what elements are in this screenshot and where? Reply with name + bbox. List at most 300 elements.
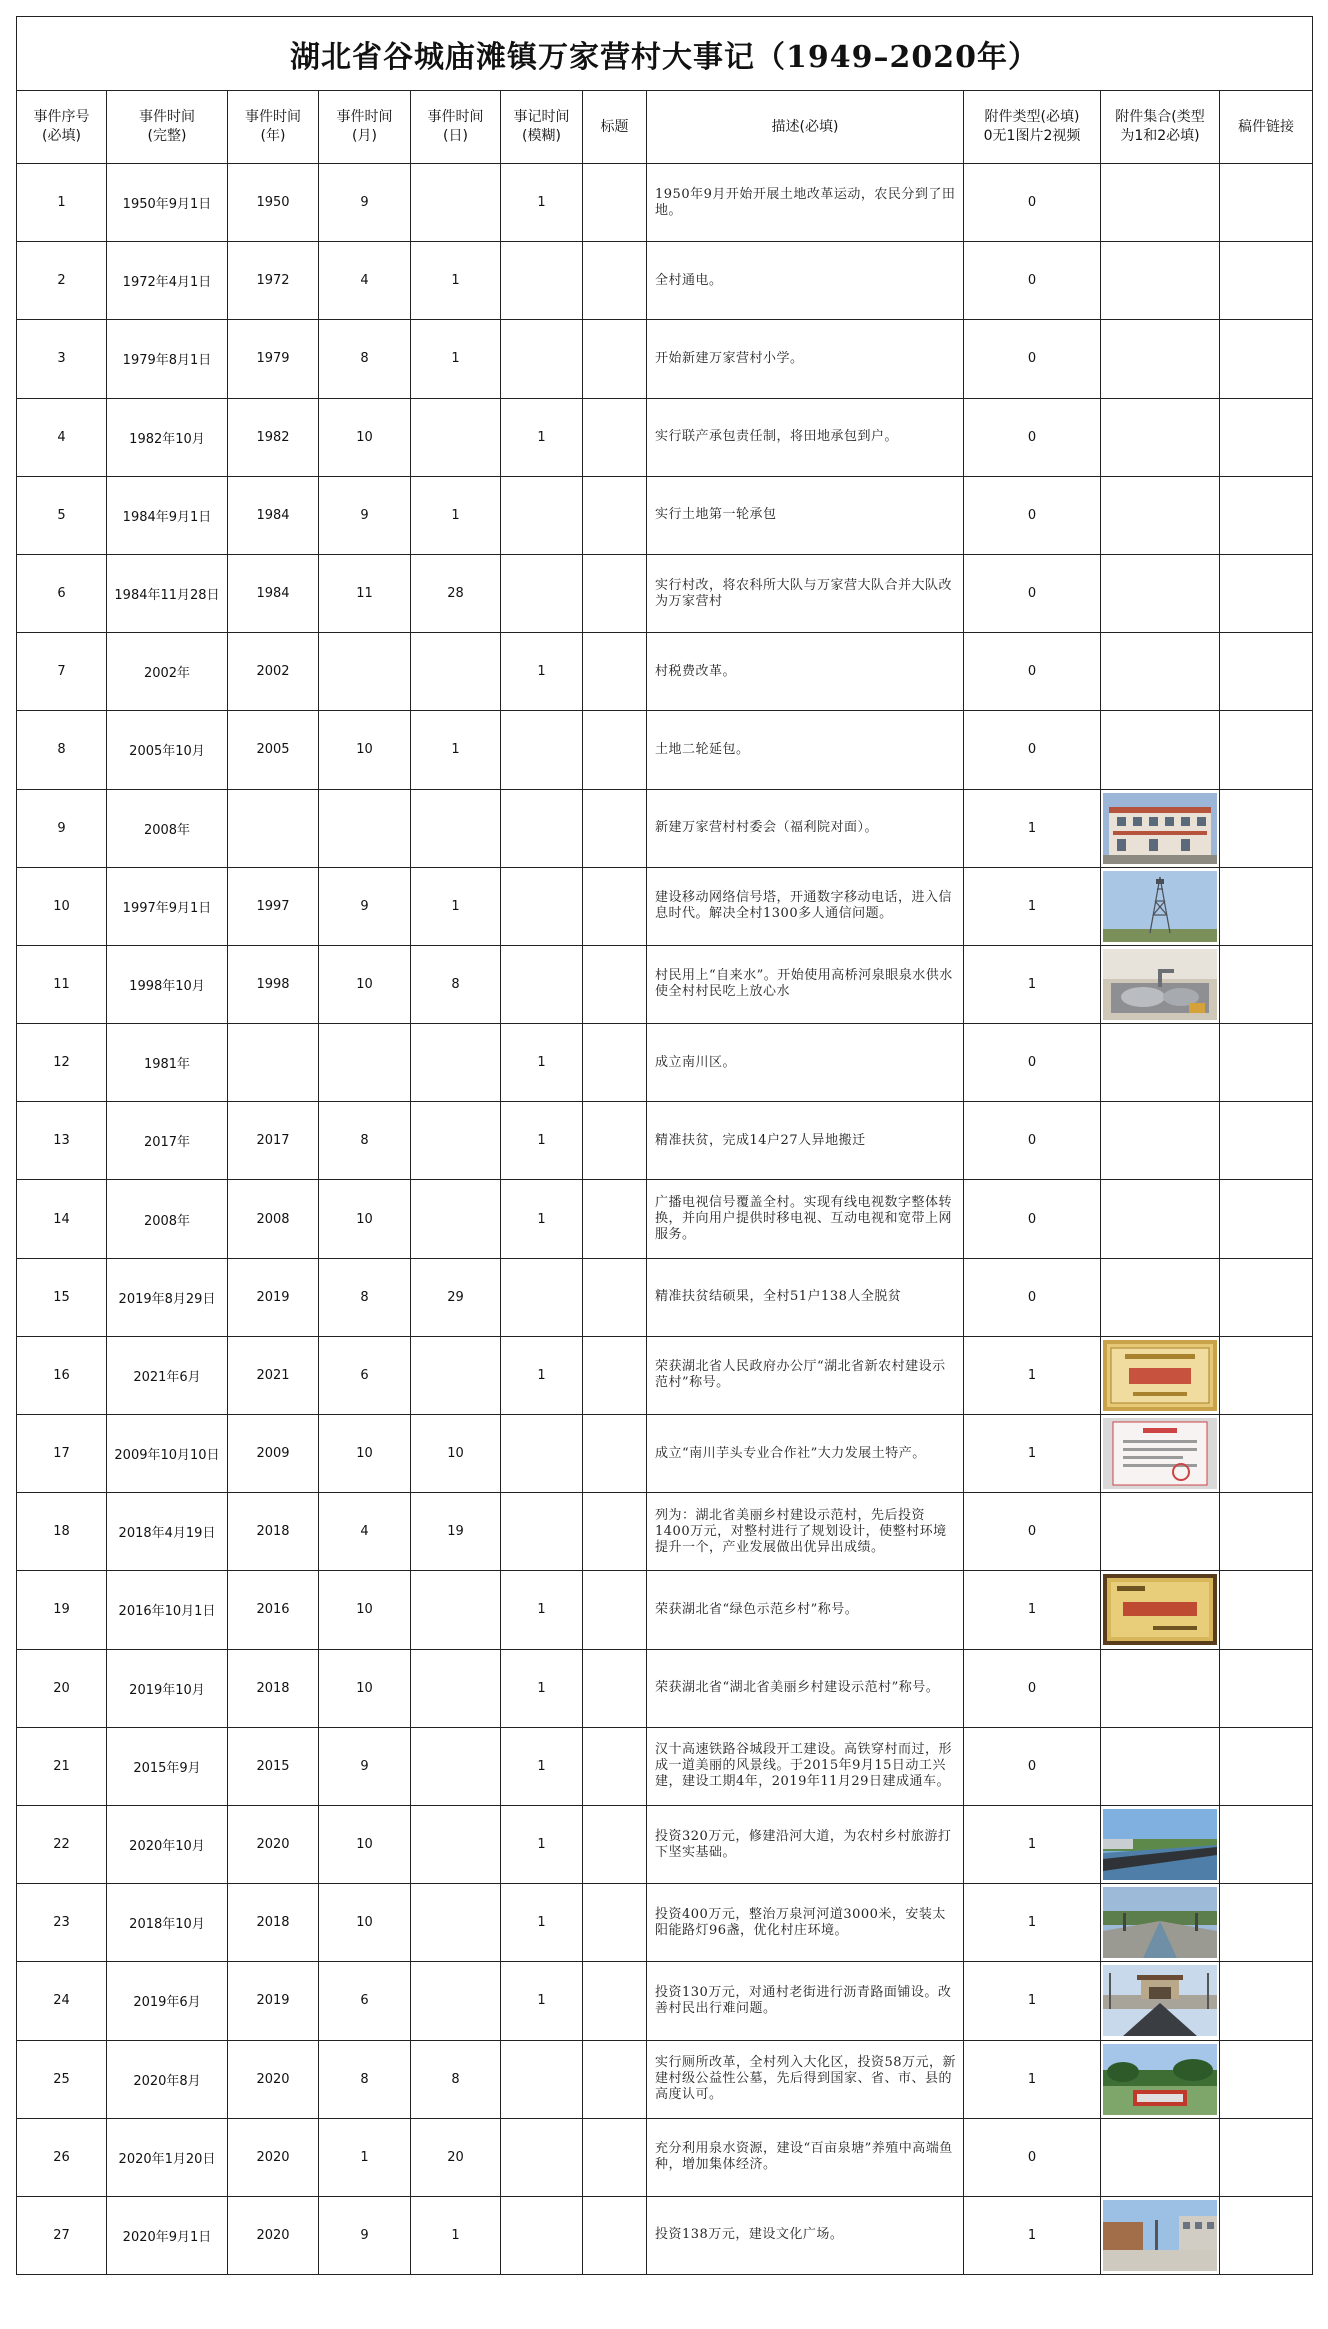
table-row: [17, 711, 1313, 789]
cell-year: 1950: [228, 164, 319, 242]
cell-attach-type: 1: [964, 1336, 1101, 1414]
cell-year: 2002: [228, 633, 319, 711]
cell-seq: 21: [17, 1727, 107, 1805]
cell-attach-type: 0: [964, 242, 1101, 320]
cell-heading: [583, 867, 647, 945]
cell-full: 2019年10月: [107, 1649, 228, 1727]
cell-year: 2008: [228, 1180, 319, 1258]
cell-full: 2020年8月: [107, 2040, 228, 2118]
cell-desc: 1950年9月开始开展土地改革运动，农民分到了田地。: [647, 164, 964, 242]
plaque-photo[interactable]: [1103, 1340, 1217, 1411]
header-row: [17, 91, 1313, 164]
cell-attach-type: 0: [964, 1102, 1101, 1180]
cell-full: 1984年9月1日: [107, 476, 228, 554]
cell-full: 2002年: [107, 633, 228, 711]
cell-year: 1972: [228, 242, 319, 320]
cell-link: [1220, 1336, 1313, 1414]
cell-attach-type: 0: [964, 711, 1101, 789]
cell-attach-set: [1101, 1571, 1220, 1649]
cell-attach-set: [1101, 320, 1220, 398]
cell-desc: 精准扶贫，完成14户27人异地搬迁: [647, 1102, 964, 1180]
cell-full: 1982年10月: [107, 398, 228, 476]
cell-desc: 荣获湖北省“湖北省美丽乡村建设示范村”称号。: [647, 1649, 964, 1727]
cell-year: 2020: [228, 1805, 319, 1883]
table-row: [17, 398, 1313, 476]
cell-link: [1220, 789, 1313, 867]
cell-heading: [583, 633, 647, 711]
cell-year: 1984: [228, 476, 319, 554]
cell-desc: 开始新建万家营村小学。: [647, 320, 964, 398]
table-row: [17, 2118, 1313, 2196]
header-description: 描述(必填): [647, 91, 964, 164]
cell-fuzzy: [501, 867, 583, 945]
cell-month: 4: [319, 242, 411, 320]
cell-heading: [583, 1102, 647, 1180]
cell-fuzzy: [501, 945, 583, 1023]
cell-desc: 全村通电。: [647, 242, 964, 320]
cell-desc: 成立“南川芋头专业合作社”大力发展土特产。: [647, 1415, 964, 1493]
cell-link: [1220, 945, 1313, 1023]
cell-link: [1220, 711, 1313, 789]
cell-attach-type: 1: [964, 2196, 1101, 2274]
table-row: [17, 1805, 1313, 1883]
cell-heading: [583, 1962, 647, 2040]
cell-heading: [583, 1258, 647, 1336]
cell-seq: 24: [17, 1962, 107, 2040]
cell-year: 2021: [228, 1336, 319, 1414]
header-month: 事件时间 (月): [319, 91, 411, 164]
cell-day: [411, 164, 501, 242]
table-row: [17, 1962, 1313, 2040]
cell-attach-set: [1101, 867, 1220, 945]
cell-day: 1: [411, 242, 501, 320]
cell-heading: [583, 1571, 647, 1649]
table-row: [17, 1102, 1313, 1180]
cell-desc: 村税费改革。: [647, 633, 964, 711]
cell-attach-type: 1: [964, 1884, 1101, 1962]
cell-attach-set: [1101, 1415, 1220, 1493]
cell-fuzzy: [501, 1415, 583, 1493]
cell-fuzzy: [501, 554, 583, 632]
cell-link: [1220, 1962, 1313, 2040]
tower-photo[interactable]: [1103, 871, 1217, 942]
cell-seq: 11: [17, 945, 107, 1023]
cell-fuzzy: 1: [501, 1571, 583, 1649]
cell-month: 9: [319, 867, 411, 945]
cell-fuzzy: 1: [501, 1884, 583, 1962]
cell-link: [1220, 242, 1313, 320]
cell-day: 1: [411, 711, 501, 789]
cell-attach-set: [1101, 1884, 1220, 1962]
table-row: [17, 945, 1313, 1023]
cell-seq: 20: [17, 1649, 107, 1727]
cell-attach-type: 1: [964, 1805, 1101, 1883]
cell-link: [1220, 398, 1313, 476]
cell-fuzzy: 1: [501, 1336, 583, 1414]
cell-attach-set: [1101, 242, 1220, 320]
cell-fuzzy: [501, 789, 583, 867]
cell-attach-type: 1: [964, 867, 1101, 945]
cell-attach-type: 1: [964, 2040, 1101, 2118]
cell-attach-set: [1101, 1180, 1220, 1258]
cell-attach-set: [1101, 789, 1220, 867]
header-link: 稿件链接: [1220, 91, 1313, 164]
cell-heading: [583, 398, 647, 476]
cell-seq: 12: [17, 1024, 107, 1102]
cell-day: 28: [411, 554, 501, 632]
cell-link: [1220, 1024, 1313, 1102]
cell-heading: [583, 1884, 647, 1962]
cell-attach-set: [1101, 633, 1220, 711]
cell-heading: [583, 476, 647, 554]
cell-year: 2020: [228, 2040, 319, 2118]
header-year: 事件时间 (年): [228, 91, 319, 164]
cell-attach-type: 0: [964, 2118, 1101, 2196]
cell-month: 9: [319, 476, 411, 554]
cell-fuzzy: [501, 2040, 583, 2118]
cell-seq: 22: [17, 1805, 107, 1883]
cell-fuzzy: 1: [501, 164, 583, 242]
cell-full: 1984年11月28日: [107, 554, 228, 632]
cell-year: 1979: [228, 320, 319, 398]
cell-attach-type: 0: [964, 1493, 1101, 1571]
cell-attach-type: 1: [964, 789, 1101, 867]
cell-full: 1950年9月1日: [107, 164, 228, 242]
cell-link: [1220, 633, 1313, 711]
table-row: [17, 1727, 1313, 1805]
cell-link: [1220, 1102, 1313, 1180]
cell-day: 1: [411, 867, 501, 945]
cell-day: 1: [411, 2196, 501, 2274]
cell-desc: 新建万家营村村委会（福利院对面）。: [647, 789, 964, 867]
cell-fuzzy: [501, 2118, 583, 2196]
cell-day: 10: [411, 1415, 501, 1493]
cell-attach-type: 0: [964, 1649, 1101, 1727]
cell-seq: 15: [17, 1258, 107, 1336]
table-row: [17, 1493, 1313, 1571]
cell-day: 19: [411, 1493, 501, 1571]
cell-month: 8: [319, 320, 411, 398]
cell-year: 1997: [228, 867, 319, 945]
table-row: [17, 1336, 1313, 1414]
cell-link: [1220, 164, 1313, 242]
cell-seq: 7: [17, 633, 107, 711]
canal-photo[interactable]: [1103, 1887, 1217, 1958]
cell-heading: [583, 789, 647, 867]
cell-heading: [583, 711, 647, 789]
cell-fuzzy: [501, 476, 583, 554]
cell-full: 2020年10月: [107, 1805, 228, 1883]
table-row: [17, 1258, 1313, 1336]
cell-full: 2021年6月: [107, 1336, 228, 1414]
cell-full: 2008年: [107, 789, 228, 867]
cell-link: [1220, 554, 1313, 632]
cell-day: [411, 1024, 501, 1102]
cell-fuzzy: [501, 2196, 583, 2274]
cell-day: [411, 789, 501, 867]
cell-desc: 实行村改，将农科所大队与万家营大队合并大队改为万家营村: [647, 554, 964, 632]
cell-month: 10: [319, 1415, 411, 1493]
cell-heading: [583, 1805, 647, 1883]
cell-full: 2016年10月1日: [107, 1571, 228, 1649]
cell-heading: [583, 1727, 647, 1805]
cell-link: [1220, 1180, 1313, 1258]
sink-photo[interactable]: [1103, 949, 1217, 1020]
cell-seq: 17: [17, 1415, 107, 1493]
table-row: [17, 242, 1313, 320]
cell-attach-set: [1101, 1024, 1220, 1102]
cell-attach-set: [1101, 2118, 1220, 2196]
cell-attach-type: 0: [964, 1258, 1101, 1336]
cell-attach-set: [1101, 1336, 1220, 1414]
cell-day: [411, 1180, 501, 1258]
cell-attach-set: [1101, 1649, 1220, 1727]
cell-attach-set: [1101, 2040, 1220, 2118]
cell-month: [319, 1024, 411, 1102]
cell-desc: 村民用上“自来水”。开始使用高桥河泉眼泉水供水使全村村民吃上放心水: [647, 945, 964, 1023]
cell-month: 4: [319, 1493, 411, 1571]
table-row: [17, 1649, 1313, 1727]
table-row: [17, 2040, 1313, 2118]
river-road-photo[interactable]: [1103, 1809, 1217, 1880]
cell-fuzzy: 1: [501, 1180, 583, 1258]
cell-full: 1998年10月: [107, 945, 228, 1023]
cell-desc: 投资138万元，建设文化广场。: [647, 2196, 964, 2274]
cell-year: 2020: [228, 2196, 319, 2274]
table-row: [17, 1884, 1313, 1962]
cell-attach-set: [1101, 1102, 1220, 1180]
page-title: 湖北省谷城庙滩镇万家营村大事记（1949–2020年）: [17, 17, 1313, 91]
cell-full: 2020年1月20日: [107, 2118, 228, 2196]
header-full-time: 事件时间 (完整): [107, 91, 228, 164]
cell-desc: 荣获湖北省人民政府办公厅“湖北省新农村建设示范村”称号。: [647, 1336, 964, 1414]
cell-year: 1982: [228, 398, 319, 476]
cell-attach-type: 0: [964, 1024, 1101, 1102]
cell-month: 10: [319, 1180, 411, 1258]
cell-fuzzy: [501, 711, 583, 789]
header-seq: 事件序号 (必填): [17, 91, 107, 164]
street-photo[interactable]: [1103, 1965, 1217, 2036]
cell-desc: 投资320万元，修建沿河大道，为农村乡村旅游打下坚实基础。: [647, 1805, 964, 1883]
cell-heading: [583, 164, 647, 242]
cell-day: [411, 398, 501, 476]
cell-day: [411, 633, 501, 711]
cell-desc: 实行联产承包责任制，将田地承包到户。: [647, 398, 964, 476]
cell-fuzzy: 1: [501, 1102, 583, 1180]
cell-month: 9: [319, 2196, 411, 2274]
cell-link: [1220, 1805, 1313, 1883]
cell-month: 9: [319, 164, 411, 242]
cell-heading: [583, 554, 647, 632]
cell-link: [1220, 1258, 1313, 1336]
table-row: [17, 789, 1313, 867]
cell-month: 6: [319, 1962, 411, 2040]
cell-link: [1220, 867, 1313, 945]
cell-link: [1220, 1493, 1313, 1571]
cell-attach-type: 0: [964, 320, 1101, 398]
cell-fuzzy: 1: [501, 1962, 583, 2040]
cell-attach-set: [1101, 945, 1220, 1023]
cell-heading: [583, 1649, 647, 1727]
cell-attach-type: 0: [964, 164, 1101, 242]
table-row: [17, 476, 1313, 554]
cell-attach-set: [1101, 711, 1220, 789]
cell-full: 2019年8月29日: [107, 1258, 228, 1336]
cell-full: 2018年10月: [107, 1884, 228, 1962]
cell-day: 8: [411, 2040, 501, 2118]
cell-full: 1981年: [107, 1024, 228, 1102]
cell-full: 2009年10月10日: [107, 1415, 228, 1493]
cell-month: 10: [319, 1884, 411, 1962]
table-row: [17, 320, 1313, 398]
cell-seq: 5: [17, 476, 107, 554]
cell-attach-set: [1101, 164, 1220, 242]
cell-year: 2009: [228, 1415, 319, 1493]
cell-attach-type: 1: [964, 1415, 1101, 1493]
cell-day: [411, 1571, 501, 1649]
cell-year: 2020: [228, 2118, 319, 2196]
table-row: [17, 2196, 1313, 2274]
header-heading: 标题: [583, 91, 647, 164]
cell-link: [1220, 2040, 1313, 2118]
cell-link: [1220, 320, 1313, 398]
cell-seq: 10: [17, 867, 107, 945]
cell-day: 1: [411, 320, 501, 398]
cell-month: [319, 633, 411, 711]
cell-attach-type: 0: [964, 633, 1101, 711]
cell-fuzzy: [501, 1493, 583, 1571]
cell-month: 6: [319, 1336, 411, 1414]
cell-desc: 土地二轮延包。: [647, 711, 964, 789]
cell-month: 10: [319, 1805, 411, 1883]
cell-full: 2018年4月19日: [107, 1493, 228, 1571]
cell-seq: 26: [17, 2118, 107, 2196]
cell-year: 2018: [228, 1493, 319, 1571]
cell-month: 9: [319, 1727, 411, 1805]
header-attach-set: 附件集合(类型 为1和2必填): [1101, 91, 1220, 164]
cell-desc: 实行土地第一轮承包: [647, 476, 964, 554]
header-day: 事件时间 (日): [411, 91, 501, 164]
cell-year: 2005: [228, 711, 319, 789]
cell-year: 2015: [228, 1727, 319, 1805]
cell-year: 2019: [228, 1962, 319, 2040]
cell-full: 1997年9月1日: [107, 867, 228, 945]
cell-full: 2008年: [107, 1180, 228, 1258]
table-row: [17, 1571, 1313, 1649]
cell-desc: 充分利用泉水资源，建设“百亩泉塘”养殖中高端鱼种，增加集体经济。: [647, 2118, 964, 2196]
cell-seq: 3: [17, 320, 107, 398]
cell-day: [411, 1805, 501, 1883]
cell-desc: 汉十高速铁路谷城段开工建设。高铁穿村而过，形成一道美丽的风景线。于2015年9月15日动工兴建，建设工期4年，2019年11月29日建成通车。: [647, 1727, 964, 1805]
cell-heading: [583, 1024, 647, 1102]
cell-seq: 6: [17, 554, 107, 632]
cell-full: 2005年10月: [107, 711, 228, 789]
cell-month: 8: [319, 1102, 411, 1180]
header-fuzzy-time: 事记时间 (模糊): [501, 91, 583, 164]
cell-attach-set: [1101, 1805, 1220, 1883]
cell-heading: [583, 2118, 647, 2196]
cell-year: 2018: [228, 1884, 319, 1962]
cell-day: [411, 1962, 501, 2040]
cell-seq: 14: [17, 1180, 107, 1258]
license-photo[interactable]: [1103, 1418, 1217, 1489]
event-sheet: [16, 16, 1312, 2275]
cell-attach-type: 0: [964, 554, 1101, 632]
cell-attach-type: 0: [964, 1180, 1101, 1258]
cell-full: 2020年9月1日: [107, 2196, 228, 2274]
table-row: [17, 1024, 1313, 1102]
cell-year: 2016: [228, 1571, 319, 1649]
table-row: [17, 554, 1313, 632]
table-row: [17, 1415, 1313, 1493]
cell-heading: [583, 1336, 647, 1414]
cell-heading: [583, 945, 647, 1023]
green-plaque-photo[interactable]: [1103, 1574, 1217, 1645]
cell-desc: 列为：湖北省美丽乡村建设示范村，先后投资1400万元，对整村进行了规划设计，使整村环境提升一个，产业发展做出优异出成绩。: [647, 1493, 964, 1571]
cell-attach-set: [1101, 554, 1220, 632]
cell-attach-set: [1101, 2196, 1220, 2274]
cell-heading: [583, 1493, 647, 1571]
cell-link: [1220, 1884, 1313, 1962]
cell-link: [1220, 1415, 1313, 1493]
cell-desc: 广播电视信号覆盖全村。实现有线电视数字整体转换，并向用户提供时移电视、互动电视和宽带上网服务。: [647, 1180, 964, 1258]
cell-month: 11: [319, 554, 411, 632]
cell-seq: 13: [17, 1102, 107, 1180]
cell-link: [1220, 1727, 1313, 1805]
cell-seq: 9: [17, 789, 107, 867]
cell-seq: 16: [17, 1336, 107, 1414]
cell-year: 1984: [228, 554, 319, 632]
table-row: [17, 867, 1313, 945]
cell-day: [411, 1649, 501, 1727]
cell-attach-type: 1: [964, 1962, 1101, 2040]
cell-day: [411, 1727, 501, 1805]
cell-seq: 19: [17, 1571, 107, 1649]
cell-desc: 建设移动网络信号塔，开通数字移动电话，进入信息时代。解决全村1300多人通信问题。: [647, 867, 964, 945]
cell-seq: 4: [17, 398, 107, 476]
cell-day: [411, 1884, 501, 1962]
cell-link: [1220, 2118, 1313, 2196]
cell-full: 1972年4月1日: [107, 242, 228, 320]
cell-desc: 荣获湖北省“绿色示范乡村”称号。: [647, 1571, 964, 1649]
cell-attach-set: [1101, 1258, 1220, 1336]
cell-link: [1220, 1649, 1313, 1727]
cell-attach-set: [1101, 1727, 1220, 1805]
cell-heading: [583, 320, 647, 398]
cell-fuzzy: 1: [501, 1727, 583, 1805]
park-photo[interactable]: [1103, 2044, 1217, 2115]
table-row: [17, 1180, 1313, 1258]
cell-day: 1: [411, 476, 501, 554]
building-photo[interactable]: [1103, 793, 1217, 864]
cell-attach-type: 0: [964, 398, 1101, 476]
cell-full: 2015年9月: [107, 1727, 228, 1805]
cell-seq: 25: [17, 2040, 107, 2118]
plaza-photo[interactable]: [1103, 2200, 1217, 2271]
cell-seq: 23: [17, 1884, 107, 1962]
cell-fuzzy: 1: [501, 1649, 583, 1727]
cell-day: 29: [411, 1258, 501, 1336]
cell-year: [228, 789, 319, 867]
table-row: [17, 633, 1313, 711]
cell-heading: [583, 242, 647, 320]
cell-desc: 精准扶贫结硕果，全村51户138人全脱贫: [647, 1258, 964, 1336]
cell-year: 2018: [228, 1649, 319, 1727]
cell-day: 20: [411, 2118, 501, 2196]
cell-seq: 18: [17, 1493, 107, 1571]
cell-fuzzy: 1: [501, 633, 583, 711]
cell-fuzzy: [501, 320, 583, 398]
